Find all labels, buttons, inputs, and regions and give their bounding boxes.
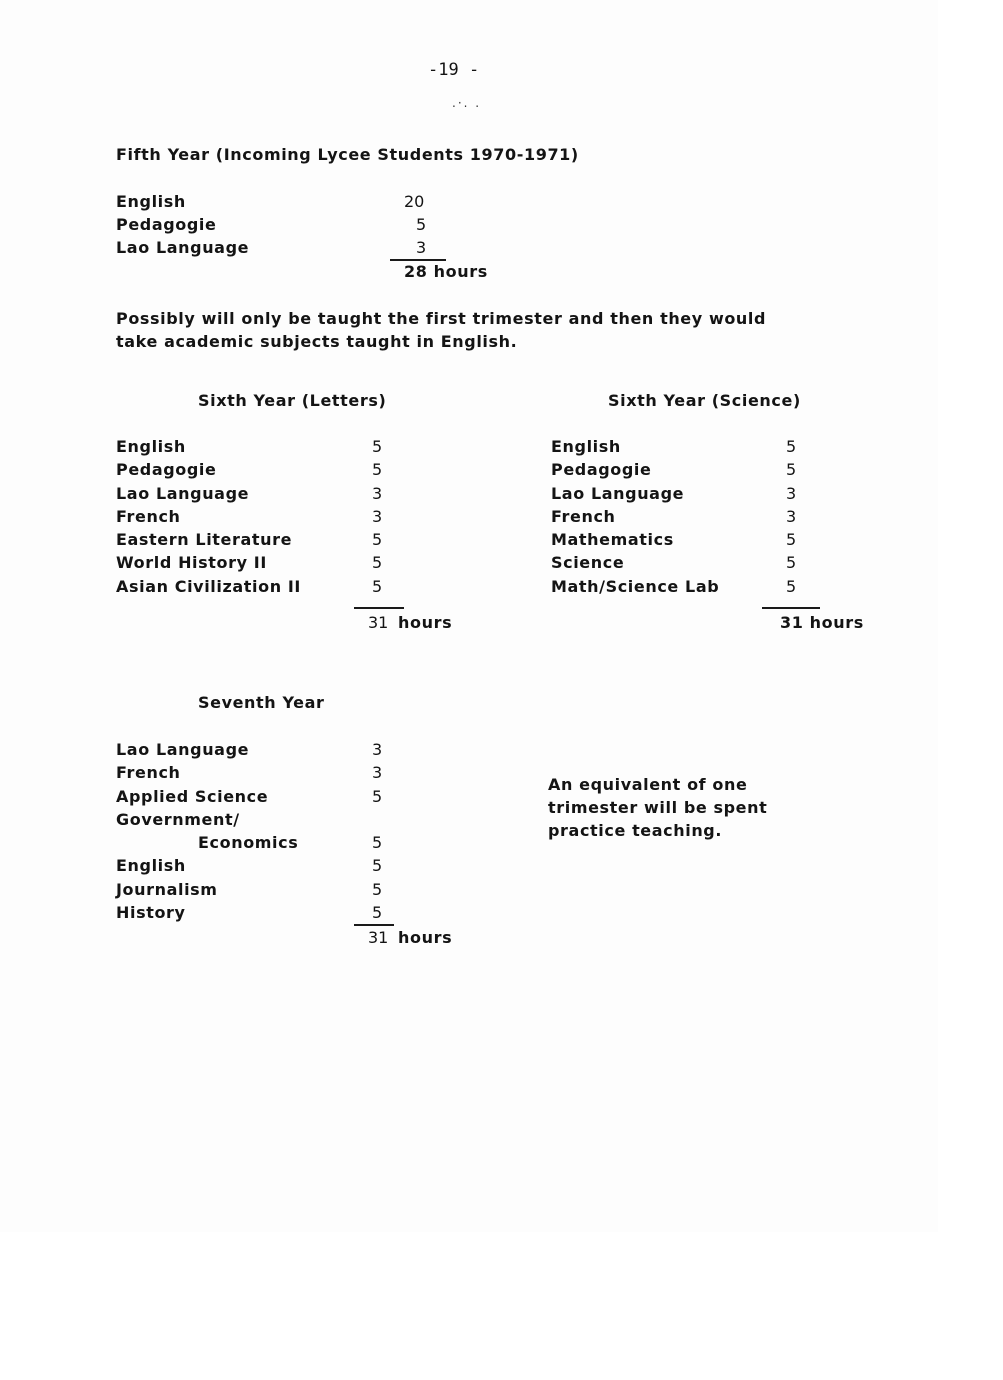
sixth-letters-subject: English bbox=[116, 437, 186, 456]
sixth-letters-subject: Lao Language bbox=[116, 483, 250, 503]
sixth-letters-subject-list bbox=[116, 437, 301, 600]
seventh-year-total-rule bbox=[354, 924, 394, 926]
sixth-science-subject: Lao Language bbox=[551, 483, 685, 503]
seventh-year-subject: History bbox=[116, 903, 186, 923]
sixth-letters-total-unit: hours bbox=[398, 613, 453, 632]
sixth-science-subject: Math/Science Lab bbox=[551, 576, 720, 596]
sixth-science-hours: 5 bbox=[786, 437, 797, 456]
fifth-year-total: 28 hours bbox=[404, 262, 488, 281]
sixth-letters-hours: 5 bbox=[372, 530, 383, 550]
sixth-letters-subject: Asian Civilization II bbox=[116, 576, 301, 596]
seventh-year-subject: Economics bbox=[198, 833, 299, 853]
seventh-year-hours bbox=[372, 810, 382, 833]
sixth-letters-hours: 5 bbox=[372, 576, 383, 596]
fifth-year-subject: Lao Language bbox=[116, 238, 250, 257]
sixth-science-subject: Science bbox=[551, 553, 625, 573]
sixth-science-total: 31 hours bbox=[780, 613, 864, 632]
practice-teaching-note-line1: An equivalent of one bbox=[548, 775, 748, 794]
sixth-letters-subject: World History II bbox=[116, 553, 267, 573]
sixth-science-total-rule bbox=[762, 607, 820, 609]
seventh-year-hours: 3 bbox=[372, 763, 383, 783]
sixth-letters-subject: Pedagogie bbox=[116, 460, 217, 480]
sixth-science-hours: 5 bbox=[786, 576, 797, 596]
practice-teaching-note-line2: trimester will be spent bbox=[548, 798, 768, 817]
seventh-year-hours: 5 bbox=[372, 856, 383, 876]
seventh-year-total-number: 31 bbox=[368, 928, 389, 947]
fifth-year-note-line2: take academic subjects taught in English. bbox=[116, 332, 518, 351]
sixth-science-subject: Pedagogie bbox=[551, 460, 652, 480]
sixth-letters-subject: French bbox=[116, 506, 181, 526]
fifth-year-heading: Fifth Year (Incoming Lycee Students 1970-1971) bbox=[116, 145, 579, 164]
sixth-letters-heading: Sixth Year (Letters) bbox=[198, 391, 387, 410]
fifth-year-hours: 5 bbox=[416, 215, 427, 234]
sixth-science-subject: French bbox=[551, 506, 616, 526]
seventh-year-subject: Government/ bbox=[116, 809, 240, 829]
sixth-science-hours: 5 bbox=[786, 553, 797, 573]
fifth-year-subject: English bbox=[116, 192, 186, 211]
sixth-science-subject: English bbox=[551, 437, 621, 456]
sixth-letters-hours: 5 bbox=[372, 553, 383, 573]
fifth-year-total-rule bbox=[390, 259, 446, 261]
seventh-year-subject: English bbox=[116, 856, 186, 876]
sixth-letters-hours: 3 bbox=[372, 483, 383, 503]
fifth-year-hours: 20 bbox=[404, 192, 425, 211]
seventh-year-heading: Seventh Year bbox=[198, 693, 325, 712]
page-number: -19 - bbox=[428, 60, 480, 80]
seventh-year-hours: 5 bbox=[372, 833, 383, 853]
sixth-letters-hours: 5 bbox=[372, 437, 383, 456]
scan-artifact-dots: .·. . bbox=[452, 96, 482, 110]
seventh-year-total-unit: hours bbox=[398, 928, 453, 947]
sixth-science-hours: 5 bbox=[786, 460, 797, 480]
seventh-year-hours: 5 bbox=[372, 786, 383, 806]
sixth-science-hours: 3 bbox=[786, 506, 797, 526]
seventh-year-hours: 5 bbox=[372, 879, 383, 899]
sixth-letters-hours: 5 bbox=[372, 460, 383, 480]
sixth-science-subject: Mathematics bbox=[551, 530, 674, 550]
fifth-year-note-line1: Possibly will only be taught the first trimester and then they would bbox=[116, 309, 767, 328]
seventh-year-subject: French bbox=[116, 763, 181, 783]
seventh-year-subject-list bbox=[116, 740, 298, 926]
practice-teaching-note-line3: practice teaching. bbox=[548, 821, 723, 840]
seventh-year-subject: Journalism bbox=[116, 879, 218, 899]
fifth-year-hours: 3 bbox=[416, 238, 427, 257]
sixth-science-hours: 3 bbox=[786, 483, 797, 503]
sixth-letters-hours: 3 bbox=[372, 506, 383, 526]
seventh-year-hours-list bbox=[372, 740, 382, 926]
sixth-science-hours: 5 bbox=[786, 530, 797, 550]
sixth-letters-subject: Eastern Literature bbox=[116, 530, 293, 550]
sixth-science-heading: Sixth Year (Science) bbox=[608, 391, 801, 410]
seventh-year-hours: 5 bbox=[372, 903, 383, 923]
sixth-science-subject-list bbox=[551, 437, 719, 600]
sixth-letters-total-rule bbox=[354, 607, 404, 609]
seventh-year-hours: 3 bbox=[372, 740, 383, 759]
seventh-year-subject: Applied Science bbox=[116, 786, 269, 806]
sixth-letters-total-number: 31 bbox=[368, 613, 389, 632]
fifth-year-subject: Pedagogie bbox=[116, 215, 217, 234]
sixth-letters-hours-list bbox=[372, 437, 382, 600]
sixth-science-hours-list bbox=[786, 437, 796, 600]
seventh-year-subject: Lao Language bbox=[116, 740, 250, 759]
